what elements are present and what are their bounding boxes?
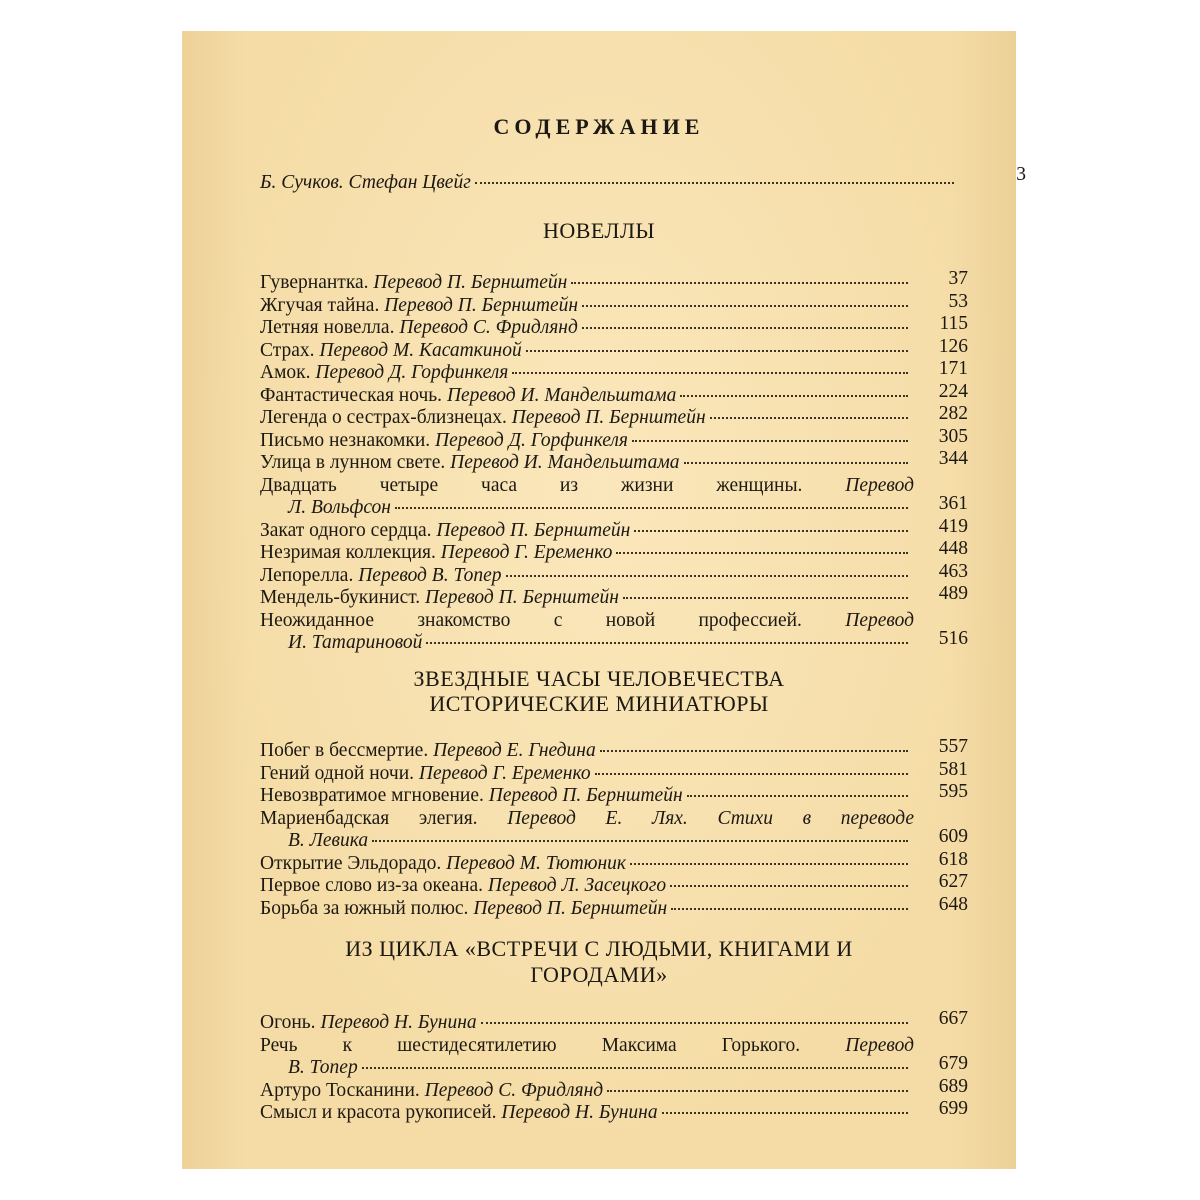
toc-entry (260, 448, 968, 475)
entry-title (260, 897, 667, 921)
work-title: Улица в лунном свете. (260, 452, 451, 473)
toc-entry (260, 425, 968, 453)
dot-leader (687, 795, 908, 797)
entry-title (260, 807, 914, 831)
dot-leader (680, 395, 908, 397)
page-number: 557 (938, 736, 968, 757)
page-number: 305 (938, 425, 968, 447)
page-number: 3 (1016, 164, 1026, 185)
work-title: Борьба за южный полюс. (260, 897, 474, 919)
toc-entry (260, 1034, 914, 1058)
page-number: 344 (938, 448, 968, 469)
work-title: Невозвратимое мгновение. (260, 785, 489, 806)
toc-entry (260, 736, 968, 763)
dot-leader (684, 462, 908, 464)
translator-credit: Л. Вольфсон (288, 497, 391, 518)
translator-credit: Перевод Д. Горфинкеля (315, 362, 509, 383)
translator-credit: Перевод Г. Еременко (418, 762, 591, 784)
toc-entry (260, 474, 914, 498)
work-title: Письмо незнакомки. (260, 429, 436, 451)
entry-title (260, 361, 508, 385)
work-title: Летняя новелла. (260, 317, 400, 338)
toc-entry (260, 1075, 968, 1103)
translator-credit: Перевод М. Тютюник (446, 852, 626, 874)
toc-entry (260, 758, 968, 786)
work-title: Неожиданное знакомство с новой профессией. (260, 609, 846, 631)
work-title: Огонь. (260, 1012, 321, 1033)
toc-entry (288, 628, 968, 655)
page-number: 627 (938, 871, 968, 892)
page-number: 448 (938, 538, 968, 559)
dot-leader (671, 908, 908, 910)
work-title: Страх. (260, 339, 320, 361)
page-number: 679 (938, 1053, 968, 1074)
page-number: 37 (948, 268, 968, 289)
entry-title (288, 829, 368, 853)
entry-title (288, 496, 391, 520)
entry-title (260, 874, 666, 898)
dot-leader (630, 863, 908, 865)
entry-title (260, 316, 578, 340)
dot-leader (582, 327, 908, 329)
translator-credit: Перевод (845, 1034, 914, 1056)
dot-leader (526, 350, 908, 352)
toc-entry (260, 609, 914, 633)
dot-leader (582, 305, 908, 307)
entry-title (260, 271, 567, 295)
translator-credit: Перевод (845, 609, 914, 631)
intro-title: Б. Сучков. Стефан Цвейг (260, 172, 471, 193)
section-title: ИЗ ЦИКЛА «ВСТРЕЧИ С ЛЮДЬМИ, КНИГАМИ И (345, 936, 853, 961)
page-number: 282 (938, 403, 968, 424)
work-title: Лепорелла. (260, 564, 359, 586)
work-title: Речь к шестидесятилетию Максима Горького. (260, 1034, 846, 1056)
section-subtitle: ГОРОДАМИ» (530, 962, 668, 987)
work-title: Первое слово из-за океана. (260, 875, 488, 896)
section-title: НОВЕЛЛЫ (542, 218, 656, 243)
translator-credit: Перевод П. Бернштейн (473, 897, 668, 919)
translator-credit: Перевод Е. Лях. Стихи в переводе (507, 807, 914, 829)
translator-credit: Перевод Л. Засецкого (487, 875, 667, 896)
page-number: 489 (938, 583, 968, 604)
entry-title (260, 339, 522, 363)
page-number: 667 (938, 1008, 968, 1029)
toc-entry (260, 335, 968, 363)
work-title: Закат одного сердца. (260, 519, 437, 541)
dot-leader (634, 530, 908, 532)
toc-entry (260, 781, 968, 808)
translator-credit: Перевод П. Бернштейн (488, 785, 683, 806)
dot-leader (475, 182, 954, 184)
work-title: Смысл и красота рукописей. (260, 1102, 502, 1123)
dot-leader (512, 372, 908, 374)
work-title: Амок. (260, 362, 316, 383)
entry-title (260, 406, 706, 430)
translator-credit: Перевод В. Топер (358, 564, 502, 586)
entry-title (260, 1011, 477, 1035)
section-title: ЗВЕЗДНЫЕ ЧАСЫ ЧЕЛОВЕЧЕСТВА (413, 666, 785, 691)
dot-leader (600, 750, 908, 752)
translator-credit: Перевод Н. Бунина (320, 1012, 477, 1033)
page-number: 648 (938, 893, 968, 915)
toc-entry (260, 871, 968, 898)
work-title: Артуро Тосканини. (260, 1079, 425, 1101)
entry-title (260, 852, 626, 876)
page-number: 516 (938, 628, 968, 649)
entry-title (288, 631, 422, 655)
dot-leader (481, 1022, 908, 1024)
page-number: 581 (938, 758, 968, 780)
dot-leader (616, 552, 908, 554)
entry-title (260, 519, 630, 543)
translator-credit: Перевод Д. Горфинкеля (435, 429, 628, 451)
translator-credit: Перевод И. Мандельштама (450, 452, 680, 473)
dot-leader (662, 1112, 908, 1114)
translator-credit: Перевод М. Касаткиной (319, 339, 522, 361)
toc-entry (260, 358, 968, 385)
work-title: Легенда о сестрах-близнецах. (260, 407, 512, 428)
entry-title (260, 609, 914, 633)
page-number: 171 (938, 358, 968, 379)
page-number: 126 (938, 335, 968, 357)
toc-entry (288, 826, 968, 853)
translator-credit: Перевод С. Фридлянд (424, 1079, 604, 1101)
work-title: Гувернантка. (260, 272, 374, 293)
page-title: СОДЕРЖАНИЕ (493, 114, 705, 139)
toc-entry (260, 313, 968, 340)
toc-entry (260, 583, 968, 610)
work-title: Незримая коллекция. (260, 542, 441, 563)
toc-entry (260, 560, 968, 588)
translator-credit: Перевод П. Бернштейн (384, 294, 579, 316)
page-number: 361 (938, 493, 968, 514)
toc-entry (288, 1053, 968, 1080)
work-title: Двадцать четыре часа из жизни женщины. (260, 474, 846, 496)
entry-title (260, 1101, 658, 1125)
page-number: 463 (938, 560, 968, 582)
translator-credit: Перевод П. Бернштейн (511, 407, 706, 428)
entry-title (260, 429, 628, 453)
translator-credit: Перевод Н. Бунина (501, 1102, 658, 1123)
translator-credit: Перевод Г. Еременко (440, 542, 613, 563)
section-subtitle: ИСТОРИЧЕСКИЕ МИНИАТЮРЫ (429, 691, 769, 716)
work-title: Побег в бессмертие. (260, 740, 434, 761)
toc-entry (260, 515, 968, 543)
entry-title (260, 451, 680, 475)
page-number: 53 (948, 290, 968, 312)
dot-leader (362, 1067, 908, 1069)
toc-entry (288, 493, 968, 520)
translator-credit: В. Левика (288, 830, 369, 851)
work-title: Гений одной ночи. (260, 762, 419, 784)
toc-entry (260, 380, 968, 408)
book-page (182, 31, 1026, 1169)
page-number: 609 (938, 826, 968, 847)
dot-leader (670, 885, 908, 887)
page-number: 115 (939, 313, 968, 334)
toc-entry (260, 538, 968, 565)
toc-entry (260, 893, 968, 921)
page-number: 699 (938, 1098, 968, 1119)
entry-title (260, 474, 914, 498)
translator-credit: В. Топер (288, 1057, 358, 1078)
translator-credit: Перевод П. Бернштейн (373, 272, 568, 293)
page-number: 595 (938, 781, 968, 802)
translator-credit: Перевод (845, 474, 914, 496)
dot-leader (571, 282, 908, 284)
entry-title (260, 541, 612, 565)
toc-entry (260, 807, 914, 831)
entry-title (260, 294, 578, 318)
entry-title (288, 1056, 358, 1080)
page-number: 224 (938, 380, 968, 402)
translator-credit: Перевод И. Мандельштама (446, 384, 677, 406)
dot-leader (623, 597, 908, 599)
page-number: 419 (938, 515, 968, 537)
translator-credit: Перевод П. Бернштейн (436, 519, 631, 541)
dot-leader (506, 575, 908, 577)
entry-title (260, 586, 619, 610)
entry-title (260, 784, 683, 808)
dot-leader (426, 642, 908, 644)
toc-entry (260, 268, 968, 295)
page-number: 618 (938, 848, 968, 870)
entry-title (260, 1079, 603, 1103)
dot-leader (607, 1090, 908, 1092)
intro-entry (260, 164, 1026, 195)
translator-credit: И. Татариновой (288, 632, 423, 653)
translator-credit: Перевод Е. Гнедина (433, 740, 596, 761)
dot-leader (372, 840, 908, 842)
work-title: Мендель-букинист. (260, 587, 426, 608)
toc-entry (260, 290, 968, 318)
work-title: Фантастическая ночь. (260, 384, 447, 406)
entry-title (260, 384, 676, 408)
dot-leader (395, 507, 908, 509)
dot-leader (595, 773, 908, 775)
toc-entry (260, 848, 968, 876)
toc-entry (260, 1098, 968, 1125)
toc-entry (260, 1008, 968, 1035)
translator-credit: Перевод С. Фридлянд (399, 317, 578, 338)
entry-title (260, 739, 596, 763)
entry-title (260, 1034, 914, 1058)
work-title: Открытие Эльдорадо. (260, 852, 447, 874)
entry-title (260, 564, 502, 588)
work-title: Мариенбадская элегия. (260, 807, 508, 829)
work-title: Жгучая тайна. (260, 294, 385, 316)
page-number: 689 (938, 1075, 968, 1097)
translator-credit: Перевод П. Бернштейн (425, 587, 619, 608)
entry-title (260, 762, 591, 786)
dot-leader (710, 417, 908, 419)
dot-leader (632, 440, 908, 442)
toc-entry (260, 403, 968, 430)
